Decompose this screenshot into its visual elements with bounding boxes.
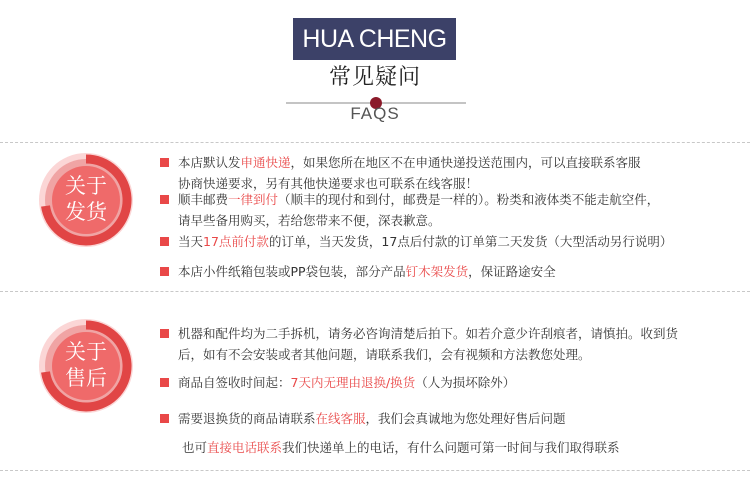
faq-text: 我们快递单上的电话，有什么问题可第一时间与我们取得联系 (282, 440, 620, 455)
faq-text: 机器和配件均为二手拆机，请务必咨询清楚后拍下。如若介意少许刮痕者，请慎拍。收到货 (178, 326, 679, 341)
faq-text: 商品自签收时间起： (178, 375, 291, 390)
divider-bottom (0, 470, 750, 471)
faq-item (162, 372, 515, 393)
faq-line (162, 323, 678, 344)
faq-text: 后，如有不会安装或者其他问题，请联系我们，会有视频和方法教您处理。 (178, 347, 591, 362)
badge-line-1: 关于 (65, 340, 107, 364)
bullet-square-icon (160, 195, 169, 204)
bullet-square-icon (160, 267, 169, 276)
divider-middle (0, 291, 750, 292)
faq-item (162, 323, 678, 365)
bullet-square-icon (160, 414, 169, 423)
bullet-square-icon (160, 329, 169, 338)
highlight-text: 17点前付款 (203, 234, 269, 249)
highlight-text: 在线客服 (315, 411, 366, 426)
faq-text: 协商快递要求，另有其他快递要求也可联系在线客服！ (178, 176, 479, 191)
faq-line (162, 437, 620, 458)
faq-item (162, 189, 659, 231)
badge-line-2: 发货 (65, 200, 107, 224)
faq-line (162, 344, 678, 365)
faq-item (162, 231, 672, 252)
faq-item (162, 408, 566, 429)
divider-top (0, 142, 750, 143)
faq-text: ，保证路途安全 (468, 264, 556, 279)
after-sales-badge (38, 318, 134, 414)
highlight-text: 一律到付 (228, 192, 279, 207)
faq-line (162, 189, 659, 210)
badge-line-1: 关于 (65, 174, 107, 198)
badge-line-2: 售后 (65, 366, 107, 390)
highlight-text: 申通快递 (240, 155, 291, 170)
faq-text: （顺丰的现付和到付，邮费是一样的）。粉类和液体类不能走航空件， (278, 192, 660, 207)
bullet-square-icon (160, 378, 169, 387)
faq-text: 顺丰邮费 (178, 192, 229, 207)
faq-item (162, 152, 641, 194)
faq-text: ，我们会真诚地为您处理好售后问题 (365, 411, 566, 426)
faq-text: 的订单，当天发货，17点后付款的订单第二天发货（大型活动另行说明） (268, 234, 673, 249)
shipping-badge (38, 152, 134, 248)
brand-banner: HUA CHENG (293, 18, 456, 60)
bullet-square-icon (160, 158, 169, 167)
faq-text: 本店默认发 (178, 155, 241, 170)
highlight-text: 直接电话联系 (207, 440, 283, 455)
faq-line (162, 372, 515, 393)
faq-text: 需要退换货的商品请联系 (178, 411, 316, 426)
bullet-square-icon (160, 237, 169, 246)
faq-text: 请早些备用购买，若给您带来不便，深表歉意。 (178, 213, 441, 228)
faq-text: 本店小件纸箱包装或PP袋包装，部分产品 (178, 264, 406, 279)
faq-text: 也可 (182, 440, 208, 455)
faq-text: 当天 (178, 234, 204, 249)
highlight-text: 7天内无理由退换/换货 (290, 375, 416, 390)
faq-line (162, 408, 566, 429)
faq-line (162, 210, 659, 231)
faq-text: （人为损坏除外） (415, 375, 516, 390)
highlight-text: 钉木架发货 (405, 264, 469, 279)
page-title: 常见疑问 (328, 65, 421, 90)
faq-text: ，如果您所在地区不在申通快递投送范围内，可以直接联系客服 (290, 155, 641, 170)
page-subtitle: FAQS (350, 104, 400, 123)
faq-item (162, 437, 620, 458)
faq-line (162, 152, 641, 173)
faq-item (162, 261, 556, 282)
faq-line (162, 261, 556, 282)
faq-line (162, 231, 672, 252)
